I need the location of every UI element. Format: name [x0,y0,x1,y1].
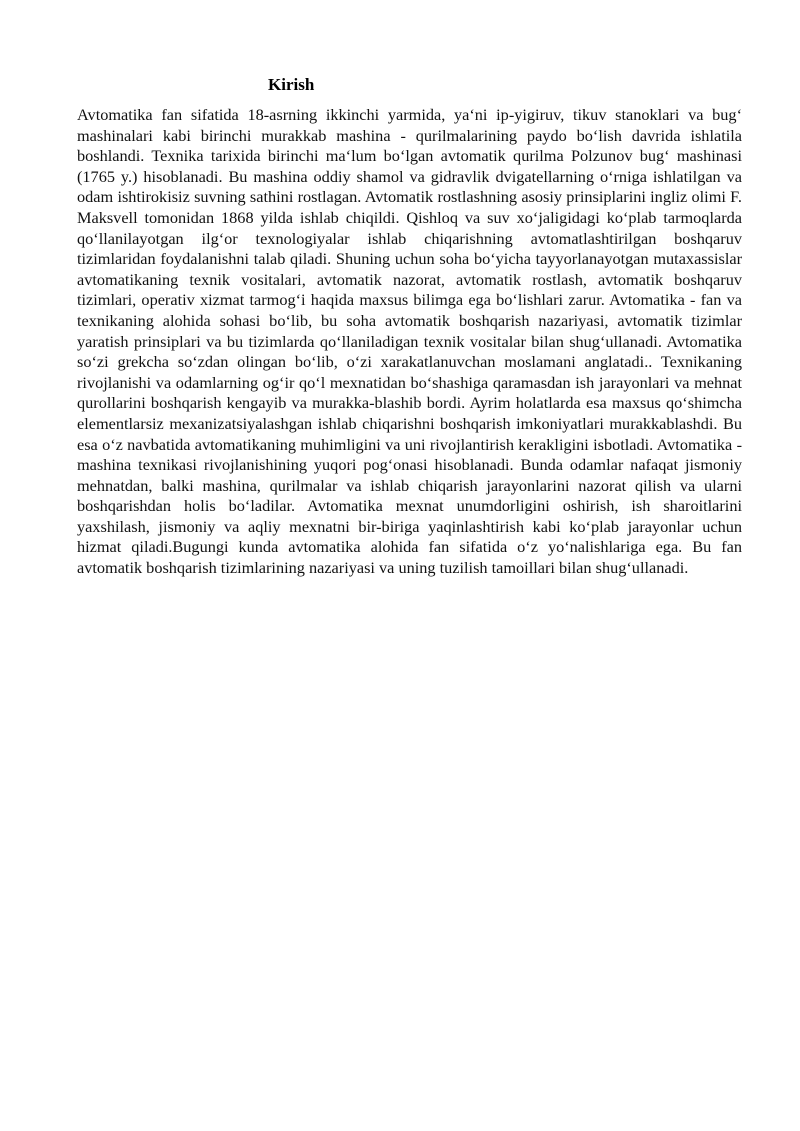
body-paragraph: Avtomatika fan sifatida 18-asrning ikkinchi yarmida, ya‘ni ip-yigiruv, tikuv stanoklari va bug‘ mashinalari kabi birinchi murakkab mashina - qurilmalarining paydo bo‘lish davrida ishlatila boshlandi. Texnika tarixida birinchi ma‘lum bo‘lgan avtomatik qurilma Polzunov bug‘ mashinasi (1765 y.) hisoblanadi. Bu mashina oddiy shamol va gidravlik dvigatellarning o‘rniga ishlatilgan va odam ishtirokisiz suvning sathini rostlagan. Avtomatik rostlashning asosiy prinsiplarini ingliz olimi F. Maksvell tomonidan 1868 yilda ishlab chiqildi. Qishloq va suv xo‘jaligidagi ko‘plab tarmoqlarda qo‘llanilayotgan ilg‘or texnologiyalar ishlab chiqarishning avtomatlashtirilgan boshqaruv tizimlaridan foydalanishni talab qiladi. Shuning uchun soha bo‘yicha tayyorlanayotgan mutaxassislar avtomatikaning texnik vositalari, avtomatik nazorat, avtomatik rostlash, avtomatik boshqaruv tizimlari, operativ xizmat tarmog‘i haqida maxsus bilimga ega bo‘lishlari zarur. Avtomatika - fan va texnikaning alohida sohasi bo‘lib, bu soha avtomatik boshqarish nazariyasi, avtomatik tizimlar yaratish prinsiplari va bu tizimlarda qo‘llaniladigan texnik vositalar bilan shug‘ullanadi. Avtomatika so‘zi grekcha so‘zdan olingan bo‘lib, o‘zi xarakatlanuvchan moslamani anglatadi.. Texnikaning rivojlanishi va odamlarning og‘ir qo‘l mexnatidan bo‘shashiga qaramasdan ish jarayonlari va mehnat qurollarini boshqarish kengayib va murakka-blashib bordi. Ayrim holatlarda esa maxsus qo‘shimcha elementlarsiz mexanizatsiyalashgan ishlab chiqarishni boshqarish imkoniyatlari murakkablashdi. Bu esa o‘z navbatida avtomatikaning muhimligini va uni rivojlantirish kerakligini isbotladi. Avtomatika - mashina texnikasi rivojlanishining yuqori pog‘onasi hisoblanadi. Bunda odamlar nafaqat jismoniy mehnatdan, balki mashina, qurilmalar va ishlab chiqarish jarayonlarini nazorat qilish va ularni boshqarishdan holis bo‘ladilar. Avtomatika mexnat unumdorligini oshirish, ish sharoitlarini yaxshilash, jismoniy va aqliy mexnatni bir-biriga yaqinlashtirish kabi ko‘plab jarayonlar uchun hizmat qiladi.Bugungi kunda avtomatika alohida fan sifatida o‘z yo‘nalishlariga ega. Bu fan avtomatik boshqarish tizimlarining nazariyasi va uning tuzilish tamoillari bilan shug‘ullanadi. [77,105,742,578]
section-heading: Kirish [268,75,315,94]
